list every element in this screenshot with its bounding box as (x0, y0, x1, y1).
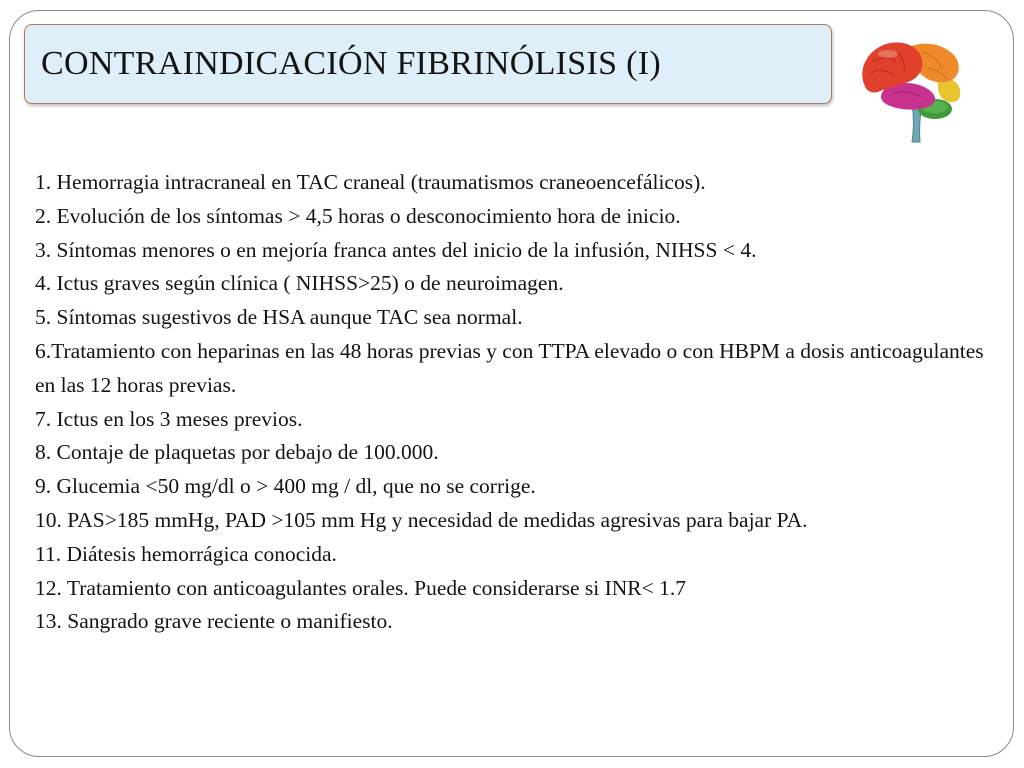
list-item: 6.Tratamiento con heparinas en las 48 horas previas y con TTPA elevado o con HBPM a dosis anticoagulantes en las 12 horas previas. (35, 338, 984, 397)
list-item: 8. Contaje de plaquetas por debajo de 100.000. (35, 440, 439, 465)
title-box (24, 24, 832, 104)
list-item: 2. Evolución de los síntomas > 4,5 horas o desconocimiento hora de inicio. (35, 203, 681, 228)
list-item: 9. Glucemia <50 mg/dl o > 400 mg / dl, que no se corrige. (35, 474, 536, 499)
list-item: 13. Sangrado grave reciente o manifiesto. (35, 609, 393, 634)
contraindications-list (35, 166, 995, 639)
list-item: 11. Diátesis hemorrágica conocida. (35, 541, 337, 566)
slide-title: CONTRAINDICACIÓN FIBRINÓLISIS (I) (41, 45, 661, 82)
list-item: 4. Ictus graves según clínica ( NIHSS>25) o de neuroimagen. (35, 271, 564, 296)
list-item: 10. PAS>185 mmHg, PAD >105 mm Hg y necesidad de medidas agresivas para bajar PA. (35, 507, 808, 532)
list-item: 1. Hemorragia intracraneal en TAC craneal (traumatismos craneoencefálicos). (35, 170, 706, 194)
list-item: 7. Ictus en los 3 meses previos. (35, 406, 303, 431)
list-item: 3. Síntomas menores o en mejoría franca antes del inicio de la infusión, NIHSS < 4. (35, 237, 757, 262)
brain-icon (856, 38, 966, 144)
list-item: 12. Tratamiento con anticoagulantes orales. Puede considerarse si INR< 1.7 (35, 575, 687, 600)
list-item: 5. Síntomas sugestivos de HSA aunque TAC sea normal. (35, 305, 523, 330)
